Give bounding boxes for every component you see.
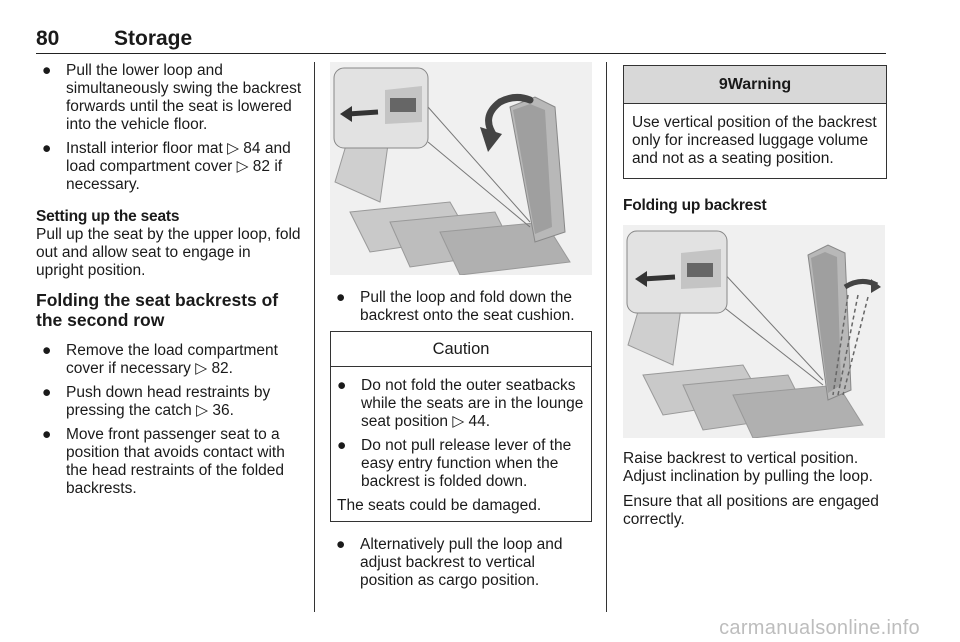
section-heading-folding: Folding the seat backrests of the second row xyxy=(36,290,279,330)
warning-body: Use vertical position of the backrest only for increased luggage volume and not as a seating position. xyxy=(632,114,877,167)
warning-title: 9Warning xyxy=(624,66,886,104)
list-item: ● Do not fold the outer seatbacks while the seats are in the lounge seat position ▷ 44. xyxy=(337,377,584,430)
column-divider-1 xyxy=(314,62,315,612)
warning-icon: 9 xyxy=(718,76,728,93)
bullet-list-bottom xyxy=(36,342,302,498)
column-2 xyxy=(330,62,592,596)
paragraph-ensure: Ensure that all positions are engaged correctly. xyxy=(623,493,879,528)
figure-fold-down-backrest xyxy=(330,62,592,275)
list-item: ● Remove the load compartment cover if necessary ▷ 82. xyxy=(42,342,278,377)
bullet-icon: ● xyxy=(42,426,52,443)
caution-title: Caution xyxy=(331,332,591,367)
subheading-setting-up: Setting up the seats xyxy=(36,208,180,225)
list-item: ● Move front passenger seat to a position that avoids contact with the head restraints of the folded backrests. xyxy=(42,426,285,497)
bullet-icon: ● xyxy=(42,140,52,157)
list-item: ● Push down head restraints by pressing the catch ▷ 36. xyxy=(42,384,271,419)
list-item: ● Do not pull release lever of the easy entry function when the backrest is folded down. xyxy=(337,437,572,490)
list-item: ● Pull the loop and fold down the backrest onto the seat cushion. xyxy=(336,289,575,324)
bullet-icon: ● xyxy=(337,437,347,454)
bullet-icon: ● xyxy=(336,289,346,306)
seat-illustration xyxy=(623,225,885,438)
caution-body xyxy=(331,367,591,521)
subheading-folding-up: Folding up backrest xyxy=(623,197,767,214)
bullet-list-top xyxy=(36,62,302,194)
paragraph-setting-up: Pull up the seat by the upper loop, fold out and allow seat to engage in upright position. xyxy=(36,226,301,279)
column-3 xyxy=(623,62,887,536)
caution-box xyxy=(330,331,592,522)
bullet-icon: ● xyxy=(42,62,52,79)
bullet-icon: ● xyxy=(336,536,346,553)
figure-fold-up-backrest xyxy=(623,225,885,438)
list-item: ● Pull the lower loop and simultaneously swing the backrest forwards until the seat is lowered into the vehicle floor. xyxy=(42,62,302,133)
caution-note: The seats could be damaged. xyxy=(337,497,542,514)
chapter-title: Storage xyxy=(114,27,193,50)
seat-illustration xyxy=(330,62,592,275)
bullet-icon: ● xyxy=(337,377,347,394)
list-item: ● Alternatively pull the loop and adjust backrest to vertical position as cargo position. xyxy=(336,536,563,589)
bullet-icon: ● xyxy=(42,342,52,359)
bullet-list-fold xyxy=(330,289,592,325)
watermark: carmanualsonline.info xyxy=(719,617,920,639)
paragraph-raise: Raise backrest to vertical position. Adjust inclination by pulling the loop. xyxy=(623,450,873,485)
column-1 xyxy=(36,62,302,504)
bullet-list-alternative xyxy=(330,536,592,590)
list-item: ● Install interior floor mat ▷ 84 and load compartment cover ▷ 82 if necessary. xyxy=(42,140,291,193)
bullet-icon: ● xyxy=(42,384,52,401)
column-divider-2 xyxy=(606,62,607,612)
page-header xyxy=(36,27,886,54)
warning-box xyxy=(623,65,887,179)
page-number: 80 xyxy=(36,27,60,50)
